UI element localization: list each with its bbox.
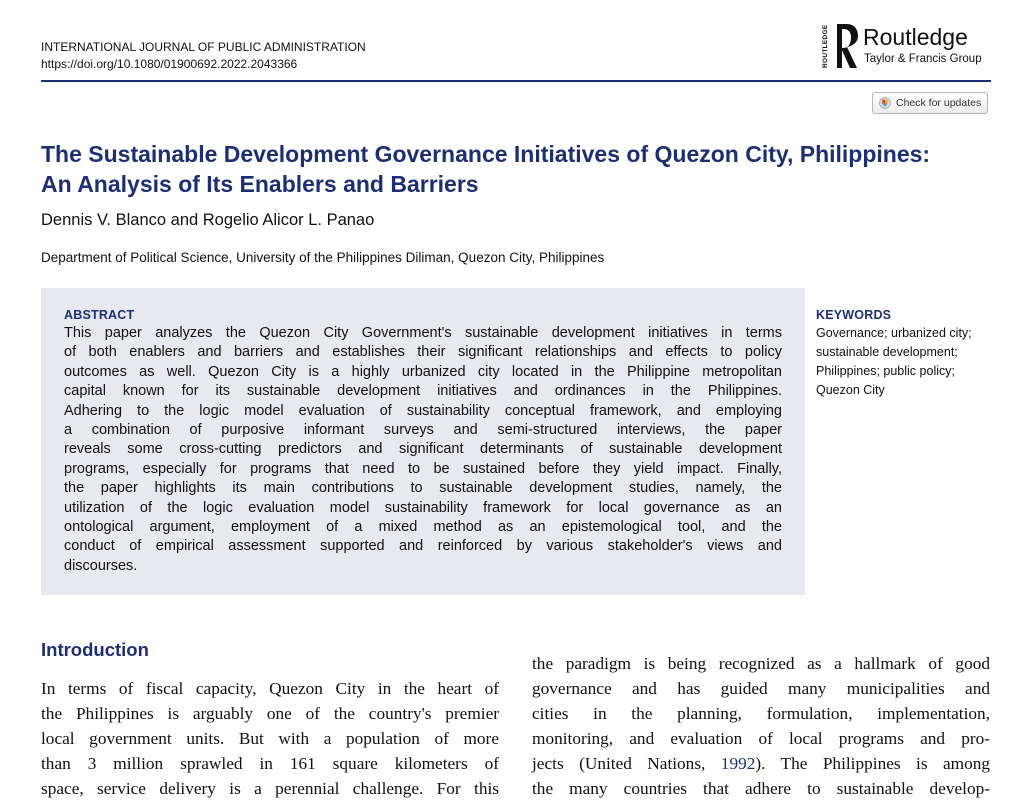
body-line: the Philippines is arguably one of the country's premier — [41, 704, 499, 723]
introduction-left-column — [41, 676, 499, 801]
abstract-line: utilization of the logic evaluation model sustainability framework for local governance as an — [64, 499, 782, 516]
journal-name: INTERNATIONAL JOURNAL OF PUBLIC ADMINISTRATION — [41, 40, 366, 54]
abstract-line: programs, especially for programs that need to be sustained before they yield impact. Finally, — [64, 460, 782, 477]
body-line: the paradigm is being recognized as a hallmark of good — [532, 654, 990, 673]
body-line: the many countries that adhere to sustainable develop- — [532, 779, 990, 798]
publisher-name: Routledge — [863, 24, 968, 50]
keywords-heading: KEYWORDS — [816, 308, 892, 322]
body-line: cities in the planning, formulation, implementation, — [532, 704, 990, 723]
abstract-line: a combination of purposive informant surveys and semi-structured interviews, the paper — [64, 422, 782, 439]
body-line-with-citation — [532, 751, 990, 776]
abstract-line: conduct of empirical assessment supported and reinforced by various stakeholder's views and — [64, 538, 782, 555]
abstract-line: outcomes as well. Quezon City is a highly urbanized city located in the Philippine metropolitan — [64, 363, 782, 380]
title-line: The Sustainable Development Governance Initiatives of Quezon City, Philippines: — [41, 141, 931, 167]
author-affiliation: Department of Political Science, University of the Philippines Diliman, Quezon City, Philippines — [41, 250, 605, 265]
citation-text-before: jects (United Nations, — [532, 754, 721, 773]
introduction-right-column — [532, 651, 990, 801]
title-line: An Analysis of Its Enablers and Barriers — [41, 171, 479, 197]
body-line: governance and has guided many municipalities and — [532, 679, 990, 698]
body-line: local government units. But with a population of more — [41, 729, 499, 748]
citation-link[interactable]: 1992 — [720, 754, 756, 773]
abstract-line: of both enablers and barriers and establishes their significant relationships and effects to policy — [64, 344, 782, 361]
citation-text-after: ). The Philippines is among — [755, 754, 990, 773]
article-title — [41, 139, 1001, 199]
keyword-line: Philippines; public policy; — [816, 364, 955, 378]
keyword-line: sustainable development; — [816, 345, 958, 359]
doi-link[interactable]: https://doi.org/10.1080/01900692.2022.2043366 — [41, 57, 298, 71]
body-line: than 3 million sprawled in 161 square kilometers of — [41, 754, 499, 773]
publisher-group: Taylor & Francis Group — [864, 53, 982, 65]
check-for-updates-button[interactable] — [872, 92, 988, 114]
abstract-text — [64, 324, 782, 576]
publisher-vertical-label: ROUTLEDGE — [822, 24, 829, 68]
keyword-line: Quezon City — [816, 383, 885, 397]
keyword-line: Governance; urbanized city; — [816, 326, 972, 340]
header-rule — [41, 80, 991, 82]
abstract-line: reveals some cross-cutting predictors and significant determinants of sustainable development — [64, 441, 782, 458]
abstract-line: ontological argument, employment of a mixed method as an epistemological tool, and the — [64, 519, 782, 536]
journal-header — [41, 39, 366, 73]
check-for-updates-label: Check for updates — [896, 97, 982, 109]
abstract-line: discourses. — [64, 557, 138, 574]
introduction-heading: Introduction — [41, 639, 149, 660]
article-authors: Dennis V. Blanco and Rogelio Alicor L. Panao — [41, 211, 375, 229]
abstract-line: Adhering to the logic model evaluation of sustainability conceptual framework, and employing — [64, 402, 782, 419]
body-line: monitoring, and evaluation of local programs and pro- — [532, 729, 990, 748]
keywords-list — [816, 324, 996, 400]
abstract-line: This paper analyzes the Quezon City Government's sustainable development initiatives in terms — [64, 325, 782, 341]
abstract-heading: ABSTRACT — [64, 308, 135, 322]
abstract-line: capital known for its sustainable development initiatives and ordinances in the Philippines. — [64, 383, 782, 400]
crossmark-icon — [879, 97, 891, 109]
publisher-branding — [822, 22, 992, 70]
routledge-logo-icon — [834, 22, 860, 70]
body-line: space, service delivery is a perennial challenge. For this — [41, 779, 499, 798]
body-line: In terms of fiscal capacity, Quezon City in the heart of — [41, 679, 499, 698]
abstract-line: the paper highlights its main contributions to sustainable development studies, namely, the — [64, 480, 782, 497]
